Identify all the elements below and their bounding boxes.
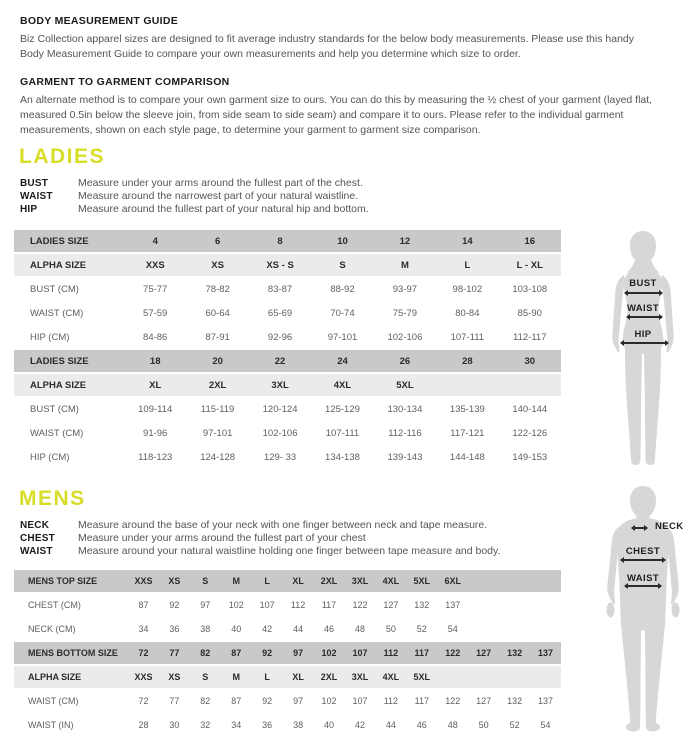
table-row <box>14 350 561 372</box>
table-cell: 117 <box>414 648 430 658</box>
table-cell: 70-74 <box>330 307 355 319</box>
table-cell: 127 <box>383 600 399 610</box>
table-row <box>14 570 561 592</box>
table-cell: 118-123 <box>138 451 173 463</box>
definition-row <box>20 190 369 203</box>
table-cell: 132 <box>507 696 523 706</box>
comparison-title: GARMENT TO GARMENT COMPARISON <box>20 76 230 88</box>
table-row <box>14 278 561 300</box>
definition-term: BUST <box>20 178 49 189</box>
table-cell: 52 <box>509 720 520 730</box>
table-cell: 117-121 <box>450 427 485 439</box>
table-cell: 30 <box>169 720 180 730</box>
table-cell: 135-139 <box>449 403 485 415</box>
table-cell: 54 <box>447 624 458 634</box>
table-cell: 107-111 <box>450 331 485 343</box>
table-cell: 125-129 <box>325 403 360 415</box>
table-cell: 5XL <box>413 672 431 682</box>
row-label: BUST (CM) <box>30 283 79 295</box>
definition-row <box>20 177 369 190</box>
table-cell: 5XL <box>413 576 431 586</box>
table-cell: 122 <box>445 648 461 658</box>
table-cell: 112-116 <box>388 427 422 439</box>
table-cell: 44 <box>385 720 396 730</box>
table-cell: 72 <box>138 648 149 658</box>
table-cell: 124-128 <box>200 451 236 463</box>
table-cell: 83-87 <box>267 283 293 295</box>
table-cell: 132 <box>414 600 430 610</box>
table-cell: 46 <box>416 720 427 730</box>
table-cell: 44 <box>293 624 304 634</box>
row-label: ALPHA SIZE <box>28 672 82 682</box>
table-cell: 32 <box>200 720 211 730</box>
neck-arrow-icon <box>632 527 647 529</box>
table-cell: 112 <box>383 648 399 658</box>
table-cell: 115-119 <box>200 403 235 415</box>
hip-measure-label: HIP <box>634 329 652 340</box>
table-cell: 18 <box>149 355 161 367</box>
table-cell: 88-92 <box>330 283 355 295</box>
table-cell: 52 <box>416 624 427 634</box>
table-cell: XXS <box>134 672 153 682</box>
table-cell: 40 <box>231 624 242 634</box>
table-cell: 36 <box>169 624 180 634</box>
table-cell: 75-79 <box>392 307 418 319</box>
bust-measure-label: BUST <box>629 278 657 289</box>
definition-term: WAIST <box>20 191 53 202</box>
table-cell: 92 <box>262 696 273 706</box>
table-cell: 20 <box>212 355 223 367</box>
table-cell: 10 <box>337 235 348 247</box>
table-cell: L <box>464 259 471 271</box>
chest-arrow-icon <box>621 559 665 561</box>
table-row <box>14 230 561 252</box>
row-label: WAIST (CM) <box>30 427 84 439</box>
table-cell: 38 <box>200 624 211 634</box>
table-cell: 122 <box>352 600 368 610</box>
table-row <box>14 326 561 348</box>
table-cell: 102 <box>321 648 337 658</box>
row-label: WAIST (CM) <box>30 307 84 319</box>
definition-row <box>20 545 500 558</box>
table-cell: 2XL <box>320 576 338 586</box>
table-cell: 72 <box>138 696 149 706</box>
table-cell: L - XL <box>516 259 543 271</box>
definition-term: HIP <box>20 204 38 215</box>
table-cell: 117 <box>414 696 429 706</box>
table-cell: 38 <box>293 720 304 730</box>
table-cell: 12 <box>399 235 411 247</box>
row-label: CHEST (CM) <box>28 600 81 610</box>
table-cell: L <box>264 672 270 682</box>
guide-text: Biz Collection apparel sizes are designed to fit average industry standards for the below body measurements. Please use this handy Body Measurement Guide to compare your own measurements and help you determine which size to order. <box>20 33 635 60</box>
waist-measure-label: WAIST <box>626 303 660 314</box>
table-cell: M <box>232 672 240 682</box>
table-cell: 54 <box>540 720 551 730</box>
table-cell: 97 <box>293 648 304 658</box>
table-cell: 139-143 <box>387 451 423 463</box>
table-cell: 75-77 <box>143 283 168 295</box>
table-cell: 60-64 <box>205 307 230 319</box>
table-row <box>14 374 561 396</box>
table-cell: 4 <box>152 235 158 247</box>
table-cell: 82 <box>200 696 211 706</box>
neck-measure-label: NECK <box>655 521 684 532</box>
chest-measure-label: CHEST <box>625 546 661 557</box>
table-cell: 109-114 <box>138 403 173 415</box>
hip-arrow-icon <box>621 342 668 344</box>
row-label: HIP (CM) <box>30 331 70 343</box>
table-cell: XL <box>292 576 304 586</box>
table-cell: 87 <box>231 696 242 706</box>
table-cell: 34 <box>138 624 149 634</box>
table-cell: 78-82 <box>205 283 230 295</box>
table-cell: 149-153 <box>512 451 548 463</box>
table-cell: 50 <box>385 624 396 634</box>
table-cell: XL <box>149 379 162 391</box>
table-cell: 93-97 <box>392 283 418 295</box>
table-cell: 130-134 <box>387 403 423 415</box>
table-cell: 46 <box>324 624 335 634</box>
table-cell: 127 <box>476 696 492 706</box>
table-cell: 5XL <box>396 379 414 391</box>
table-cell: 57-59 <box>143 307 168 319</box>
table-cell: 2XL <box>208 379 227 391</box>
table-cell: 127 <box>476 648 492 658</box>
table-cell: 8 <box>277 235 283 247</box>
table-cell: 28 <box>462 355 473 367</box>
ladies-definitions <box>20 177 369 216</box>
definition-row <box>20 519 500 532</box>
table-cell: 140-144 <box>512 403 548 415</box>
table-cell: 137 <box>538 696 554 706</box>
table-cell: 4XL <box>333 379 352 391</box>
ladies-size-table <box>14 230 561 470</box>
table-cell: 85-90 <box>517 307 542 319</box>
table-cell: 102-106 <box>387 331 423 343</box>
table-cell: 112 <box>290 600 306 610</box>
table-cell: XXS <box>134 576 153 586</box>
definition-text: Measure around your natural waistline holding one finger between tape measure and body. <box>78 545 501 557</box>
waist-measure-label: WAIST <box>626 573 660 584</box>
table-cell: 87 <box>231 648 242 658</box>
table-row <box>14 594 561 616</box>
table-cell: 102-106 <box>262 427 298 439</box>
bust-arrow-icon <box>625 292 662 294</box>
ladies-figure <box>598 229 688 471</box>
table-cell: 97 <box>293 696 304 706</box>
table-cell: 3XL <box>351 576 369 586</box>
table-cell: 50 <box>478 720 489 730</box>
table-cell: 65-69 <box>267 307 293 319</box>
table-cell: XS <box>168 576 181 586</box>
table-cell: 122-126 <box>512 427 548 439</box>
table-cell: 102 <box>321 696 337 706</box>
table-cell: 107 <box>259 600 275 610</box>
table-cell: S <box>339 259 346 271</box>
table-cell: S <box>202 672 209 682</box>
table-cell: 24 <box>337 355 348 367</box>
table-row <box>14 618 561 640</box>
definition-text: Measure around the base of your neck with one finger between neck and tape measure. <box>78 519 488 531</box>
table-cell: 36 <box>262 720 273 730</box>
table-cell: 42 <box>262 624 273 634</box>
table-row <box>14 446 561 468</box>
table-cell: 102 <box>228 600 244 610</box>
table-cell: 77 <box>169 648 180 658</box>
row-label: NECK (CM) <box>28 624 76 634</box>
table-cell: 92 <box>169 600 180 610</box>
definition-text: Measure around the fullest part of your natural hip and bottom. <box>78 203 369 215</box>
table-cell: M <box>232 576 240 586</box>
table-cell: 107 <box>352 648 368 658</box>
table-cell: 87-91 <box>205 331 230 343</box>
table-cell: 34 <box>231 720 242 730</box>
table-cell: M <box>400 259 409 271</box>
definition-term: CHEST <box>20 533 55 544</box>
table-cell: 40 <box>324 720 335 730</box>
table-cell: 122 <box>445 696 461 706</box>
table-cell: 77 <box>169 696 180 706</box>
row-label: MENS BOTTOM SIZE <box>28 648 118 658</box>
table-cell: 82 <box>200 648 211 658</box>
row-label: ALPHA SIZE <box>30 259 87 271</box>
table-row <box>14 642 561 664</box>
mens-figure <box>597 484 689 732</box>
table-cell: 97-101 <box>327 331 358 343</box>
waist-arrow-icon <box>627 316 662 318</box>
table-cell: 3XL <box>351 672 369 682</box>
row-label: WAIST (IN) <box>28 720 74 730</box>
table-cell: 80-84 <box>455 307 480 319</box>
table-cell: 91-96 <box>143 427 168 439</box>
table-cell: 137 <box>445 600 461 610</box>
table-cell: 87 <box>138 600 149 610</box>
mens-size-table <box>14 570 561 738</box>
table-cell: 30 <box>524 355 536 367</box>
row-label: BUST (CM) <box>30 403 79 415</box>
definition-term: WAIST <box>20 546 53 557</box>
table-cell: 28 <box>138 720 149 730</box>
row-label: HIP (CM) <box>30 451 70 463</box>
definition-row <box>20 203 369 216</box>
table-row <box>14 302 561 324</box>
table-cell: 6XL <box>444 576 461 586</box>
table-row <box>14 422 561 444</box>
definition-row <box>20 532 500 545</box>
definition-text: Measure around the narrowest part of your natural waistline. <box>78 190 359 202</box>
table-cell: 92 <box>262 648 273 658</box>
table-row <box>14 254 561 276</box>
table-cell: 42 <box>354 720 365 730</box>
table-cell: 132 <box>507 648 523 658</box>
table-cell: 137 <box>538 648 554 658</box>
table-row <box>14 398 561 420</box>
definition-term: NECK <box>20 520 50 531</box>
table-cell: 134-138 <box>325 451 360 463</box>
ladies-heading: LADIES <box>19 145 106 168</box>
table-cell: L <box>264 576 270 586</box>
female-silhouette-icon <box>598 229 688 471</box>
table-row <box>14 690 561 712</box>
row-label: LADIES SIZE <box>30 355 89 367</box>
table-cell: S <box>202 576 209 586</box>
definition-text: Measure under your arms around the fullest part of your chest <box>78 532 366 544</box>
table-cell: XS <box>168 672 181 682</box>
table-cell: 84-86 <box>143 331 168 343</box>
table-cell: 4XL <box>382 672 400 682</box>
table-cell: 103-108 <box>512 283 548 295</box>
table-cell: 120-124 <box>262 403 298 415</box>
table-cell: 92-96 <box>267 331 293 343</box>
row-label: MENS TOP SIZE <box>28 576 98 586</box>
table-cell: 3XL <box>271 379 289 391</box>
table-cell: XL <box>292 672 304 682</box>
table-cell: 14 <box>462 235 473 247</box>
waist-arrow-icon <box>625 585 661 587</box>
intro-section <box>20 15 654 152</box>
table-cell: 97-101 <box>202 427 233 439</box>
table-cell: 129- 33 <box>263 451 297 463</box>
table-cell: 26 <box>399 355 411 367</box>
table-cell: 117 <box>321 600 337 610</box>
table-cell: 6 <box>214 235 221 247</box>
mens-heading: MENS <box>19 487 86 510</box>
table-cell: 48 <box>447 720 458 730</box>
table-cell: 144-148 <box>449 451 485 463</box>
table-cell: 2XL <box>320 672 338 682</box>
comparison-text: An alternate method is to compare your own garment size to ours. You can do this by measuring the ½ chest of your garment (layed flat, measured 0.5in below the sleeve join, from side seam to side seam) and compare it to ours. Please refer to the individual garment measurements, shown on each style page, to determine your garment to garment size comparison. <box>20 94 653 136</box>
table-cell: 112-117 <box>513 331 547 343</box>
table-cell: 112 <box>383 696 399 706</box>
table-cell: 4XL <box>382 576 400 586</box>
table-cell: 107 <box>352 696 368 706</box>
table-cell: 97 <box>200 600 211 610</box>
table-cell: 16 <box>524 235 536 247</box>
row-label: LADIES SIZE <box>30 235 89 247</box>
table-cell: XS <box>211 259 224 271</box>
table-cell: XS - S <box>266 259 294 271</box>
row-label: WAIST (CM) <box>28 696 79 706</box>
table-cell: 22 <box>274 355 286 367</box>
table-row <box>14 666 561 688</box>
table-cell: 107-111 <box>325 427 360 439</box>
table-cell: 48 <box>354 624 365 634</box>
table-row <box>14 714 561 736</box>
row-label: ALPHA SIZE <box>30 379 87 391</box>
guide-title: BODY MEASUREMENT GUIDE <box>20 15 179 27</box>
mens-definitions <box>20 519 500 558</box>
definition-text: Measure under your arms around the fullest part of the chest. <box>78 177 363 189</box>
table-cell: 98-102 <box>452 283 483 295</box>
table-cell: XXS <box>145 259 165 271</box>
